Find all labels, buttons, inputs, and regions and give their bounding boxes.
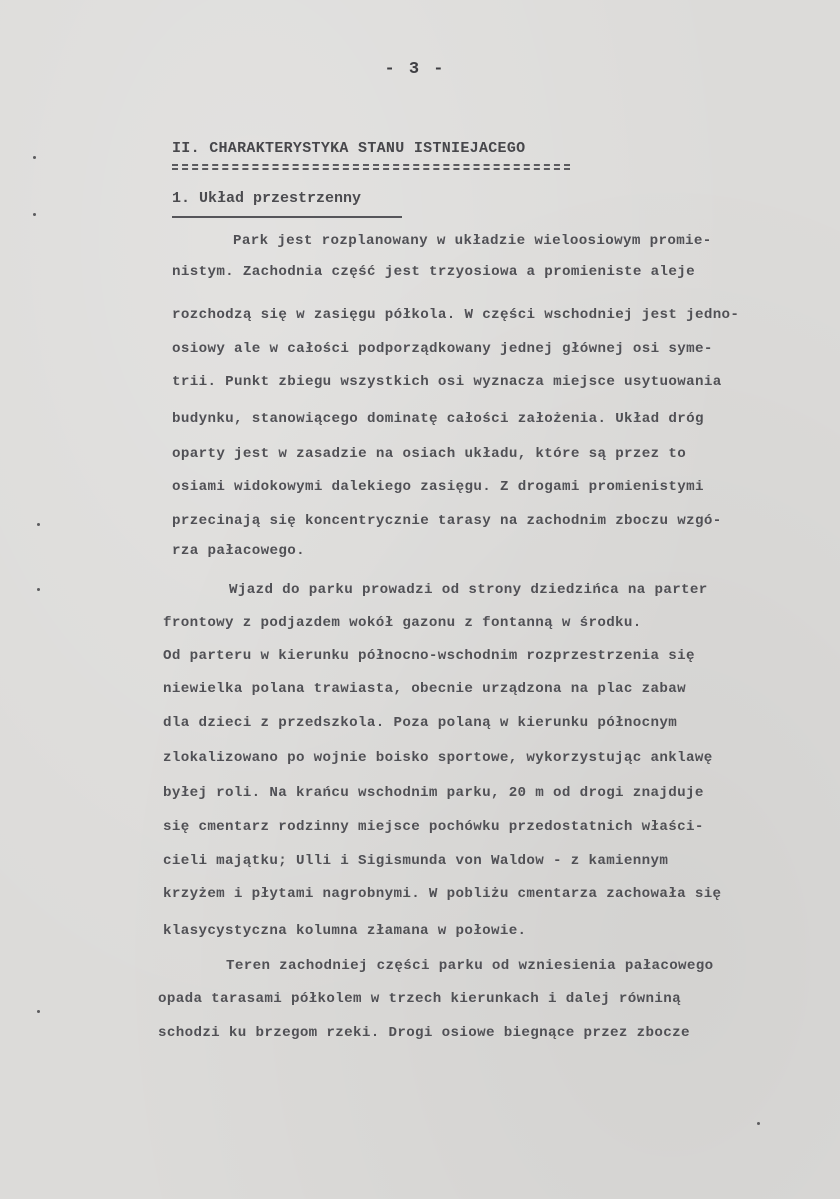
body-line: frontowy z podjazdem wokół gazonu z fontanną w środku. <box>163 615 642 631</box>
margin-mark <box>37 523 40 526</box>
margin-mark <box>33 213 36 216</box>
body-line: krzyżem i płytami nagrobnymi. W pobliżu cmentarza zachowała się <box>163 886 722 902</box>
body-line: Teren zachodniej części parku od wzniesienia pałacowego <box>226 958 714 974</box>
body-line: byłej roli. Na krańcu wschodnim parku, 20 m od drogi znajduje <box>163 785 704 801</box>
margin-mark <box>37 588 40 591</box>
body-line: osiowy ale w całości podporządkowany jednej głównej osi syme- <box>172 341 713 357</box>
body-line: osiami widokowymi dalekiego zasięgu. Z drogami promienistymi <box>172 479 704 495</box>
heading-double-underline <box>172 164 570 170</box>
section-heading: II. CHARAKTERYSTYKA STANU ISTNIEJACEGO <box>172 140 526 157</box>
body-line: Park jest rozplanowany w układzie wieloosiowym promie- <box>233 233 712 249</box>
body-line: dla dzieci z przedszkola. Poza polaną w kierunku północnym <box>163 715 678 731</box>
body-line: rza pałacowego. <box>172 543 305 559</box>
subsection-heading: 1. Układ przestrzenny <box>172 190 362 207</box>
body-line: schodzi ku brzegom rzeki. Drogi osiowe biegnące przez zbocze <box>158 1025 690 1041</box>
body-line: oparty jest w zasadzie na osiach układu, które są przez to <box>172 446 687 462</box>
subheading-underline <box>172 216 402 218</box>
margin-mark <box>37 1010 40 1013</box>
body-line: zlokalizowano po wojnie boisko sportowe, wykorzystując anklawę <box>163 750 713 766</box>
body-line: budynku, stanowiącego dominatę całości założenia. Układ dróg <box>172 411 704 427</box>
body-line: opada tarasami półkolem w trzech kierunkach i dalej równiną <box>158 991 681 1007</box>
page-number: - 3 - <box>384 60 446 79</box>
body-line: klasycystyczna kolumna złamana w połowie. <box>163 923 527 939</box>
body-line: przecinają się koncentrycznie tarasy na zachodnim zboczu wzgó- <box>172 513 722 529</box>
body-line: nistym. Zachodnia część jest trzyosiowa a promieniste aleje <box>172 264 695 280</box>
body-line: Wjazd do parku prowadzi od strony dziedzińca na parter <box>229 582 708 598</box>
body-line: trii. Punkt zbiegu wszystkich osi wyznacza miejsce usytuowania <box>172 374 722 390</box>
body-line: rozchodzą się w zasięgu półkola. W części wschodniej jest jedno- <box>172 307 740 323</box>
body-line: Od parteru w kierunku północno-wschodnim rozprzestrzenia się <box>163 648 695 664</box>
margin-mark <box>757 1122 760 1125</box>
body-line: cieli majątku; Ulli i Sigismunda von Waldow - z kamiennym <box>163 853 669 869</box>
body-line: się cmentarz rodzinny miejsce pochówku przedostatnich właści- <box>163 819 704 835</box>
body-line: niewielka polana trawiasta, obecnie urządzona na plac zabaw <box>163 681 686 697</box>
margin-mark <box>33 156 36 159</box>
